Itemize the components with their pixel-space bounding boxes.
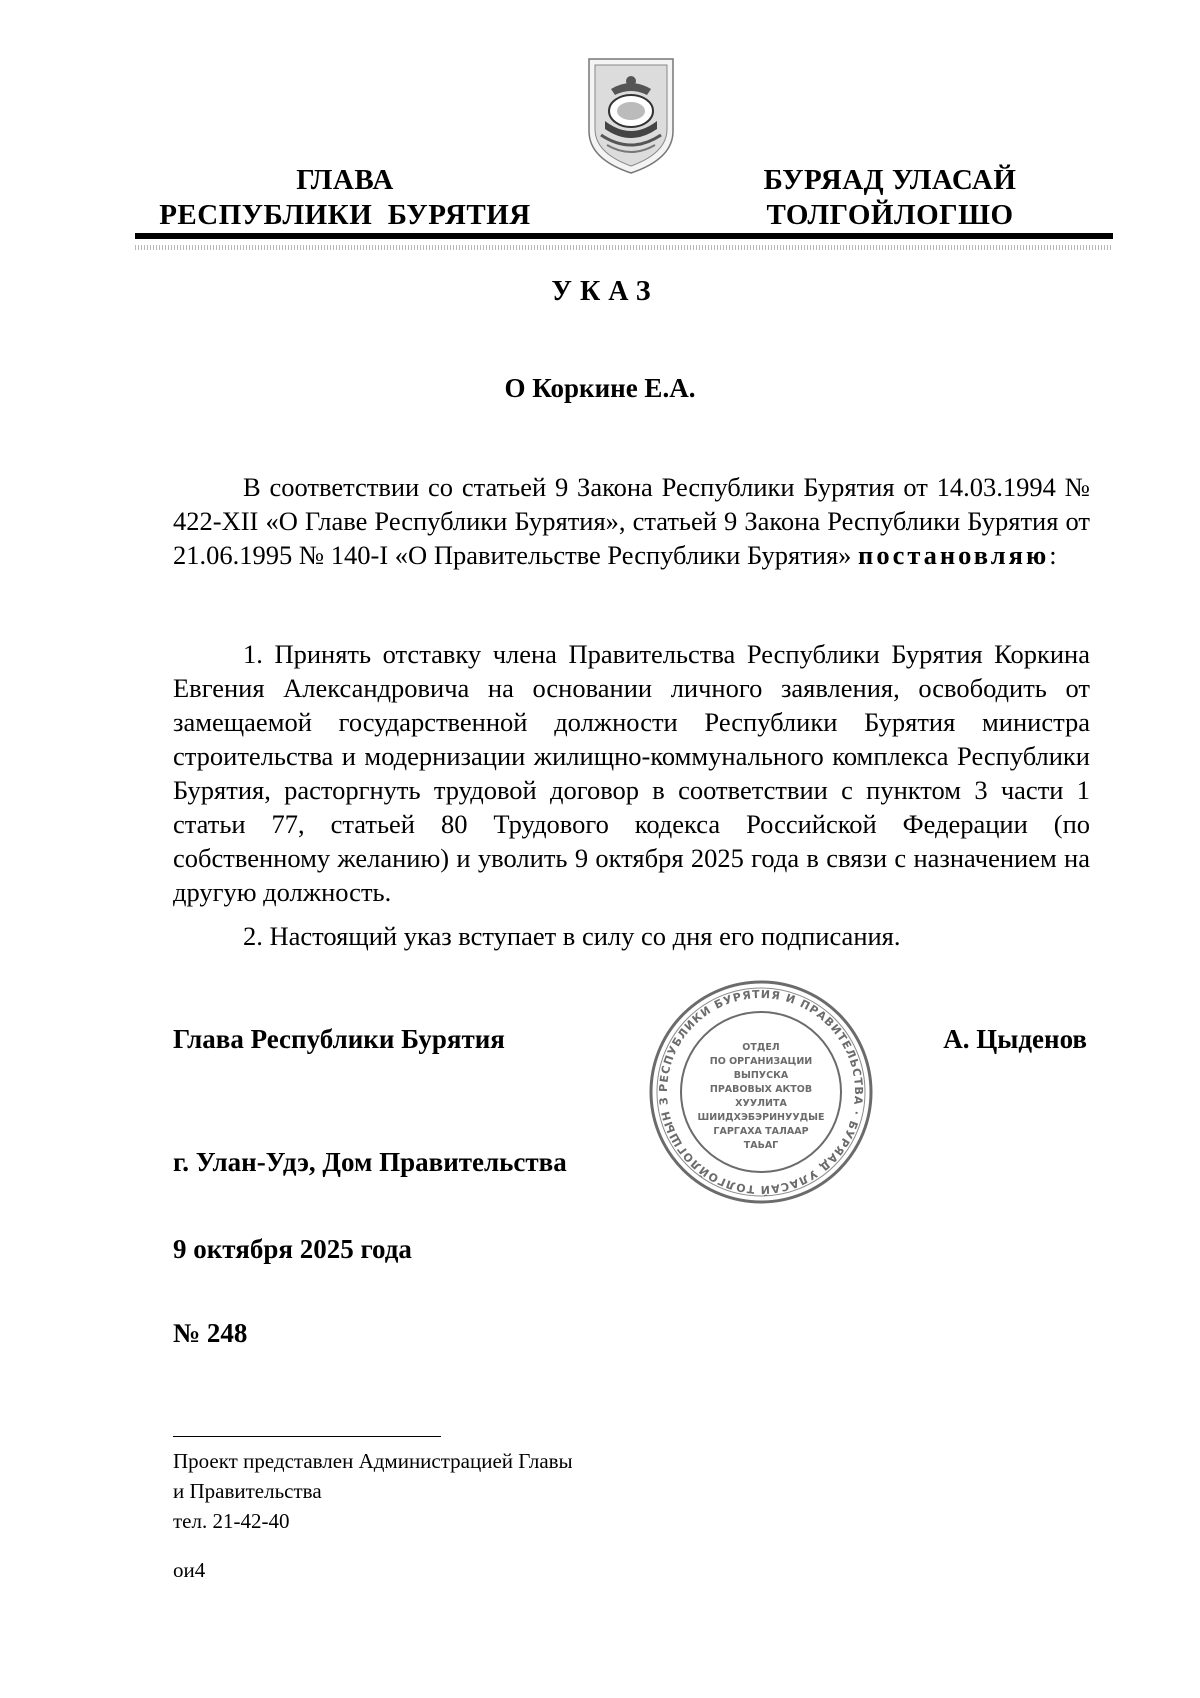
paragraph-2-text: 2. Настоящий указ вступает в силу со дня его подписания. (243, 921, 901, 951)
paragraph-2 (173, 919, 1090, 953)
header-left (150, 163, 540, 233)
coat-of-arms-icon (583, 55, 679, 177)
document-title: УКАЗ (551, 276, 659, 307)
footnote-line-1: Проект представлен Администрацией Главы (173, 1449, 573, 1473)
header-rule-hatched (135, 245, 1113, 250)
seal-line-4: ПРАВОВЫХ АКТОВ (709, 1084, 813, 1095)
decree-number: № 248 (173, 1318, 248, 1348)
footnote-phone: тел. 21-42-40 (173, 1509, 290, 1533)
header-left-line1: ГЛАВА (296, 164, 394, 196)
document-code: ои4 (173, 1558, 206, 1582)
signing-place: г. Улан-Удэ, Дом Правительства (173, 1147, 567, 1177)
signatory-name: А. Цыденов (943, 1024, 1087, 1054)
official-seal-stamp (647, 978, 875, 1206)
paragraph-1-text: 1. Принять отставку члена Правительства Республики Бурятия Коркина Евгения Александровича на основании личного заявления, освободить от замещаемой государственной должности Республики Бурятия министра строительства и модернизации жилищно-коммунального комплекса Республики Бурятия, расторгнуть трудовой договор в соответствии с пунктом 3 части 1 статьи 77, статьей 80 Трудового кодекса Российской Федерации (по собственному желанию) и уволить 9 октября 2025 года в связи с назначением на другую должность. (173, 639, 1090, 907)
seal-line-2: ПО ОРГАНИЗАЦИИ (709, 1056, 813, 1067)
seal-line-7: ГАРГАХА ТАЛААР (713, 1126, 809, 1137)
seal-line-1: ОТДЕЛ (742, 1042, 780, 1053)
header-right-line1: БУРЯАД УЛАСАЙ (763, 164, 1017, 196)
intro-end: : (1049, 540, 1057, 570)
seal-line-3: ВЫПУСКА (733, 1070, 789, 1081)
header-right-line2: ТОЛГОЙЛОГШО (766, 199, 1014, 231)
seal-line-8: ТАЬАГ (743, 1140, 779, 1151)
seal-line-6: ШИИДХЭБЭРИНУУДЫЕ (697, 1112, 825, 1123)
header-right (740, 163, 1040, 233)
signatory-title: Глава Республики Бурятия (173, 1024, 505, 1054)
signing-date: 9 октября 2025 года (173, 1234, 412, 1264)
resolve-word: постановляю (858, 540, 1050, 570)
footnote (173, 1446, 573, 1536)
footnote-line-2: и Правительства (173, 1479, 322, 1503)
header-rule (135, 233, 1113, 239)
paragraph-1 (173, 637, 1090, 909)
header-left-line2: РЕСПУБЛИКИ БУРЯТИЯ (159, 199, 531, 231)
document-subject: О Коркине Е.А. (504, 373, 696, 403)
intro-text: В соответствии со статьей 9 Закона Республики Бурятия от 14.03.1994 № 422-XII «О Главе Республики Бурятия», статьей 9 Закона Республики Бурятия от 21.06.1995 № 140-I «О Правительстве Республики Бурятия» (173, 472, 1090, 570)
intro-paragraph (173, 470, 1090, 572)
footnote-rule (173, 1436, 441, 1437)
seal-outer-text: РЕСПУБЛИКИ БУРЯТИЯ И ПРАВИТЕЛЬСТВА · БУРЯАД УЛАСАЙ ТОЛГОЙЛОГШЫН З (656, 987, 866, 1197)
seal-line-5: ХУУЛИТА (735, 1098, 787, 1109)
